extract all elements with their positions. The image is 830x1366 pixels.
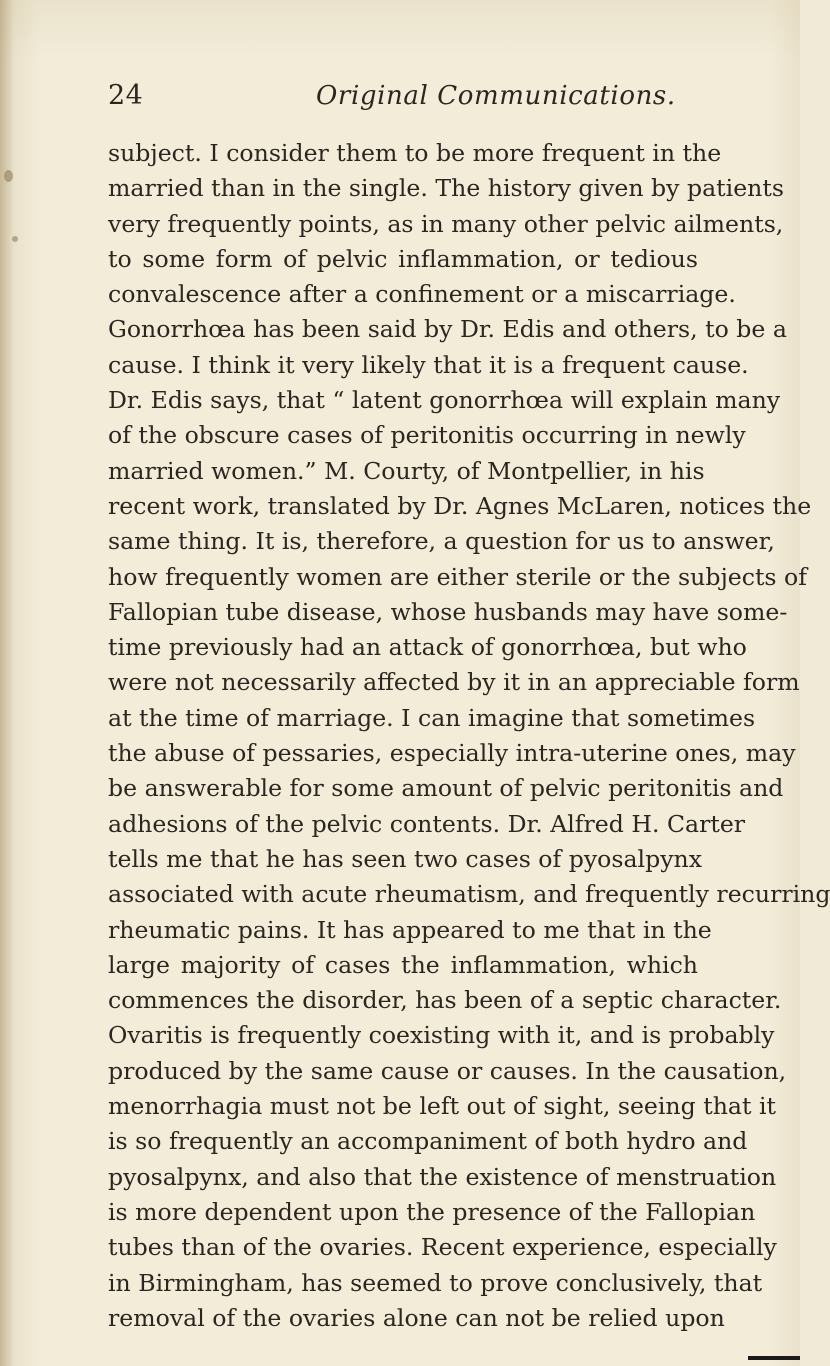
text-line: associated with acute rheumatism, and frequently recurring [108, 880, 830, 909]
running-head [108, 76, 708, 116]
text-line: were not necessarily affected by it in an appreciable form [108, 668, 800, 697]
text-line: convalescence after a confinement or a miscarriage. [108, 280, 736, 309]
running-title: Original Communications. [316, 81, 676, 111]
text-line: at the time of marriage. I can imagine that sometimes [108, 703, 756, 732]
text-line: removal of the ovaries alone can not be relied upon [108, 1303, 725, 1332]
text-line: tells me that he has seen two cases of pyosalpynx [108, 844, 703, 873]
text-line: commences the disorder, has been of a septic character. [108, 986, 782, 1015]
text-line: married than in the single. The history given by patients [108, 174, 784, 203]
body-paragraph [108, 136, 830, 1336]
text-line: Ovaritis is frequently coexisting with it, and is probably [108, 1021, 775, 1050]
text-line: rheumatic pains. It has appeared to me that in the [108, 915, 712, 944]
text-line: pyosalpynx, and also that the existence of menstruation [108, 1162, 777, 1191]
text-line: subject. I consider them to be more frequent in the [108, 139, 722, 167]
bottom-edge-mark [748, 1356, 800, 1360]
text-line: produced by the same cause or causes. In the causation, [108, 1056, 787, 1085]
page-gutter-shadow [0, 0, 14, 1366]
paper-stain [4, 170, 13, 182]
text-line: of the obscure cases of peritonitis occurring in newly [108, 421, 746, 450]
paper-stain [12, 236, 18, 242]
text-line: be answerable for some amount of pelvic peritonitis and [108, 774, 784, 803]
text-line: is more dependent upon the presence of the Fallopian [108, 1197, 756, 1226]
text-line: the abuse of pessaries, especially intra-uterine ones, may [108, 739, 796, 768]
page-number: 24 [108, 80, 144, 111]
text-line: large majority of cases the inflammation, which [108, 950, 698, 979]
text-line: in Birmingham, has seemed to prove conclusively, that [108, 1268, 763, 1297]
text-line: tubes than of the ovaries. Recent experience, especially [108, 1233, 777, 1262]
text-line: married women.” M. Courty, of Montpellier, in his [108, 456, 705, 485]
text-line: recent work, translated by Dr. Agnes McLaren, notices the [108, 491, 812, 520]
text-line: same thing. It is, therefore, a question for us to answer, [108, 527, 775, 556]
text-line: cause. I think it very likely that it is a frequent cause. [108, 350, 749, 379]
text-line: how frequently women are either sterile or the subjects of [108, 562, 807, 591]
text-line: very frequently points, as in many other pelvic ailments, [108, 209, 784, 238]
text-line: Dr. Edis says, that “ latent gonorrhœa will explain many [108, 386, 781, 415]
text-line: time previously had an attack of gonorrhœa, but who [108, 633, 747, 662]
text-line: Fallopian tube disease, whose husbands may have some- [108, 597, 788, 626]
text-line: Gonorrhœa has been said by Dr. Edis and others, to be a [108, 315, 787, 344]
text-line: menorrhagia must not be left out of sight, seeing that it [108, 1092, 776, 1121]
text-line: adhesions of the pelvic contents. Dr. Alfred H. Carter [108, 809, 746, 838]
text-line: is so frequently an accompaniment of both hydro and [108, 1127, 748, 1156]
text-line: to some form of pelvic inflammation, or tedious [108, 244, 698, 273]
